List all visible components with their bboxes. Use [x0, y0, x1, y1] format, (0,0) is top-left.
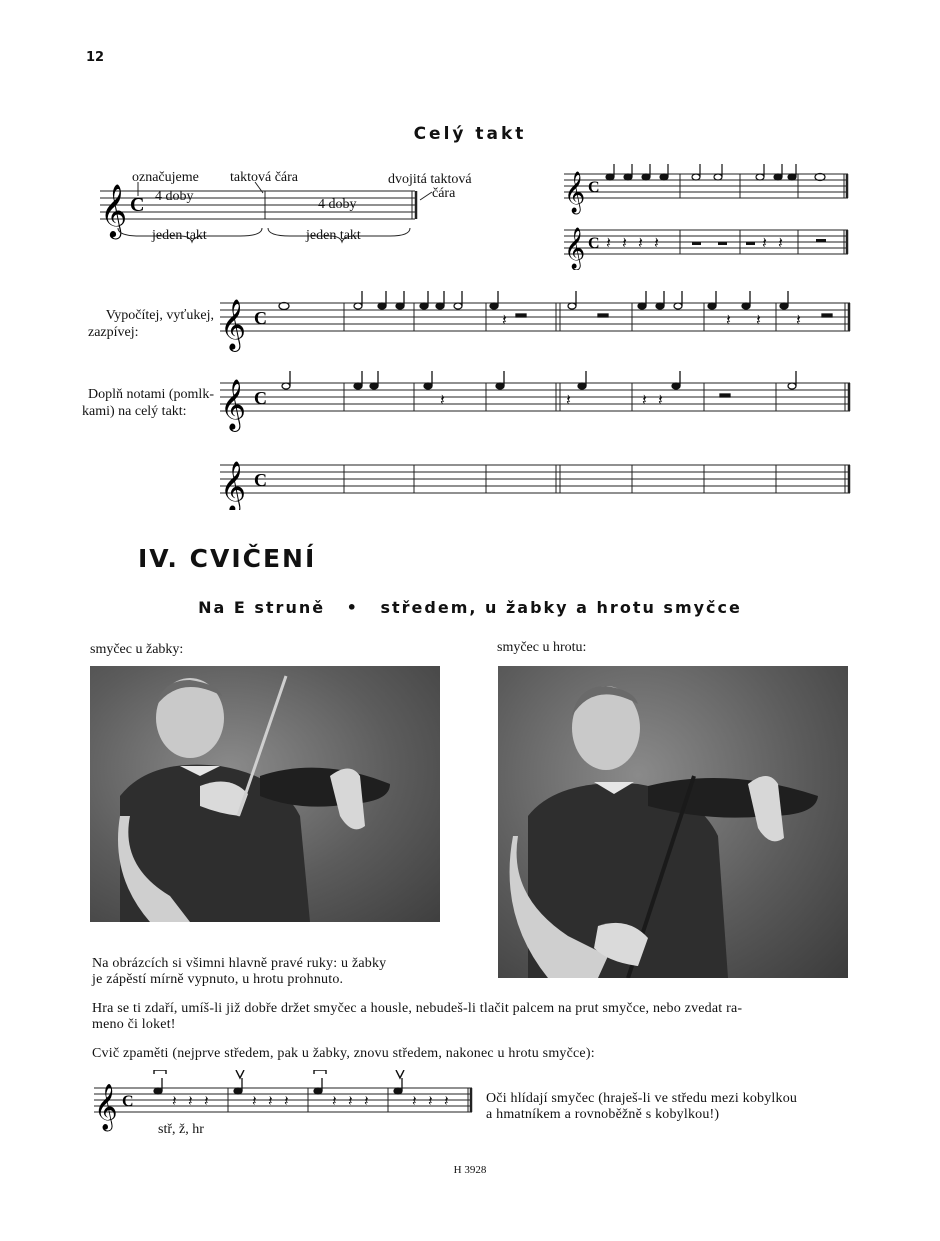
violinist-figure-icon: [498, 666, 848, 978]
label-jeden-takt-1: jeden takt: [152, 228, 207, 243]
svg-text:𝄽: 𝄽: [364, 1094, 369, 1110]
label-taktova-cara: taktová čára: [230, 170, 299, 185]
exercise-2-label-line-1: Doplň notami (pomlk-: [88, 387, 214, 402]
paragraph-2: [92, 1001, 852, 1033]
svg-text:𝄽: 𝄽: [444, 1094, 449, 1110]
section-title-cely-takt: Celý takt: [413, 124, 527, 144]
treble-clef-icon: 𝄞: [564, 172, 586, 212]
exercise-1-label-line-2: zazpívej:: [88, 325, 139, 340]
subheading-right: středem, u žabky a hrotu smyčce: [380, 598, 742, 617]
svg-text:𝄽: 𝄽: [756, 312, 761, 329]
photo-left-caption: smyčec u žabky:: [90, 642, 184, 657]
svg-text:𝄽: 𝄽: [348, 1094, 353, 1110]
svg-text:𝄽: 𝄽: [172, 1094, 177, 1110]
label-oznacujeme: označujeme: [132, 170, 199, 185]
side-note: [486, 1091, 797, 1123]
staff-caption: stř, ž, hr: [158, 1122, 204, 1137]
side-note-line-1: Oči hlídají smyčec (hraješ-li ve středu mezi kobylkou: [486, 1091, 798, 1106]
svg-text:𝄽: 𝄽: [268, 1094, 273, 1110]
paragraph-3: Cvič zpaměti (nejprve středem, pak u žabky, znovu středem, nakonec u hrotu smyčce):: [92, 1046, 595, 1061]
down-bow-icon: [154, 1070, 166, 1074]
svg-text:𝄽: 𝄽: [252, 1094, 257, 1110]
subheading-left: Na E struně: [198, 598, 326, 617]
exercise-2-label-line-2: kami) na celý takt:: [82, 404, 187, 419]
down-bow-icon: [314, 1070, 326, 1074]
svg-text:𝄽: 𝄽: [638, 235, 643, 252]
section-subheading: [0, 598, 940, 617]
svg-text:C: C: [588, 235, 600, 252]
treble-clef-icon: 𝄞: [220, 462, 247, 510]
footer-code: H 3928: [453, 1164, 487, 1176]
svg-text:𝄽: 𝄽: [188, 1094, 193, 1110]
paragraph-1-line-2: je zápěstí mírně vypnuto, u hrotu prohnuto.: [92, 972, 344, 987]
treble-clef-icon: 𝄞: [94, 1084, 118, 1129]
svg-text:𝄽: 𝄽: [606, 235, 611, 252]
violinist-figure-icon: [90, 666, 440, 922]
up-bow-icon: [236, 1070, 244, 1078]
up-bow-icon: [396, 1070, 404, 1078]
svg-text:𝄽: 𝄽: [428, 1094, 433, 1110]
exercise-staves: [218, 285, 854, 510]
paragraph-2-line-2: meno či loket!: [92, 1017, 176, 1032]
label-dvojita-1: dvojitá taktová: [388, 172, 472, 187]
svg-text:𝄽: 𝄽: [622, 235, 627, 252]
svg-text:𝄽: 𝄽: [440, 392, 445, 409]
treble-clef-icon: 𝄞: [100, 185, 128, 236]
label-4-doby-1: 4 doby: [155, 189, 194, 204]
svg-text:𝄽: 𝄽: [658, 392, 663, 409]
exercise-1-label-line-1: Vypočítej, vyťukej,: [105, 308, 214, 323]
svg-text:𝄽: 𝄽: [762, 235, 767, 252]
svg-text:𝄽: 𝄽: [502, 312, 507, 329]
svg-text:C: C: [254, 388, 267, 408]
exercise-1-label: [88, 307, 214, 341]
svg-text:𝄽: 𝄽: [726, 312, 731, 329]
photo-bow-at-frog: [90, 666, 440, 922]
svg-text:C: C: [122, 1093, 134, 1110]
svg-text:𝄽: 𝄽: [284, 1094, 289, 1110]
paragraph-2-line-1: Hra se ti zdaří, umíš-li již dobře držet smyčec a housle, nebudeš-li tlačit palcem na prut smyčce, nebo zvedat ra-: [92, 1001, 743, 1016]
svg-text:𝄽: 𝄽: [778, 235, 783, 252]
treble-clef-icon: 𝄞: [564, 228, 586, 268]
photo-bow-at-tip: [498, 666, 848, 978]
svg-text:C: C: [130, 194, 145, 216]
bowing-exercise-staff: [92, 1070, 476, 1132]
label-jeden-takt-2: jeden takt: [306, 228, 361, 243]
page-number: 12: [86, 50, 105, 65]
label-dvojita-2: čára: [432, 186, 456, 201]
side-note-line-2: a hmatníkem a rovnoběžně s kobylkou!): [486, 1107, 720, 1122]
svg-text:𝄽: 𝄽: [796, 312, 801, 329]
svg-text:𝄽: 𝄽: [642, 392, 647, 409]
right-staves: [562, 160, 852, 270]
svg-text:𝄽: 𝄽: [654, 235, 659, 252]
treble-clef-icon: 𝄞: [220, 300, 247, 349]
svg-text:𝄽: 𝄽: [204, 1094, 209, 1110]
paragraph-1-line-1: Na obrázcích si všimni hlavně pravé ruky: u žabky: [92, 956, 387, 971]
treble-clef-icon: 𝄞: [220, 380, 247, 429]
bullet-icon: •: [346, 598, 359, 617]
photo-right-caption: smyčec u hrotu:: [497, 640, 587, 655]
svg-text:𝄽: 𝄽: [412, 1094, 417, 1110]
svg-text:C: C: [588, 179, 600, 196]
label-4-doby-2: 4 doby: [318, 197, 357, 212]
svg-text:𝄽: 𝄽: [566, 392, 571, 409]
svg-text:𝄽: 𝄽: [332, 1094, 337, 1110]
section-heading-iv: IV. CVIČENÍ: [138, 544, 317, 573]
exercise-2-label: [82, 386, 214, 420]
paragraph-1: [92, 956, 386, 988]
svg-text:C: C: [254, 308, 267, 328]
svg-text:C: C: [254, 470, 267, 490]
